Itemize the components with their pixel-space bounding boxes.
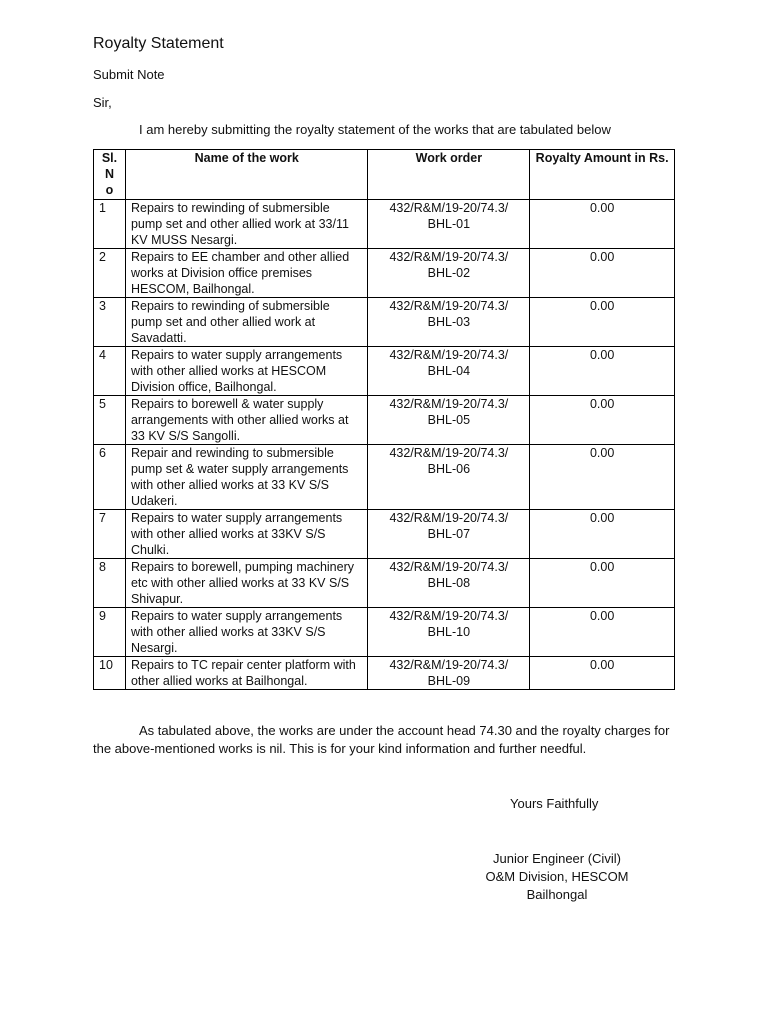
header-sl-no: Sl. N o [94,150,126,200]
closing-paragraph [93,722,683,758]
salutation: Sir, [93,95,112,110]
cell-work-name: Repairs to borewell, pumping machinery etc with other allied works at 33 KV S/S Shivapur. [125,559,368,608]
intro-paragraph: I am hereby submitting the royalty statement of the works that are tabulated below [139,122,611,137]
cell-work-order: 432/R&M/19-20/74.3/ BHL-10 [368,608,530,657]
cell-work-order: 432/R&M/19-20/74.3/ BHL-09 [368,657,530,690]
table-row [94,657,675,690]
cell-sl: 8 [94,559,126,608]
closing-text: As tabulated above, the works are under the account head 74.30 and the royalty charges for the above-mentioned works is nil. This is for your kind information and further needful. [93,723,670,756]
yours-faithfully: Yours Faithfully [510,796,599,811]
table-row [94,445,675,510]
header-royalty-amount: Royalty Amount in Rs. [530,150,675,200]
cell-work-order: 432/R&M/19-20/74.3/ BHL-06 [368,445,530,510]
cell-amount: 0.00 [530,559,675,608]
cell-work-name: Repairs to borewell & water supply arrangements with other allied works at 33 KV S/S Sangolli. [125,396,368,445]
table-row [94,608,675,657]
table-header-row [94,150,675,200]
cell-amount: 0.00 [530,510,675,559]
cell-work-name: Repairs to water supply arrangements with other allied works at 33KV S/S Chulki. [125,510,368,559]
cell-sl: 3 [94,298,126,347]
cell-amount: 0.00 [530,657,675,690]
table-row [94,200,675,249]
cell-sl: 6 [94,445,126,510]
signatory-office: O&M Division, HESCOM [485,869,629,884]
table-row [94,347,675,396]
cell-work-name: Repairs to rewinding of submersible pump set and other allied work at Savadatti. [125,298,368,347]
table-row [94,396,675,445]
cell-work-order: 432/R&M/19-20/74.3/ BHL-04 [368,347,530,396]
table-row [94,249,675,298]
cell-work-order: 432/R&M/19-20/74.3/ BHL-07 [368,510,530,559]
cell-amount: 0.00 [530,396,675,445]
cell-sl: 7 [94,510,126,559]
cell-amount: 0.00 [530,249,675,298]
cell-amount: 0.00 [530,298,675,347]
submit-note: Submit Note [93,67,165,82]
cell-sl: 1 [94,200,126,249]
cell-amount: 0.00 [530,608,675,657]
cell-work-name: Repairs to EE chamber and other allied works at Division office premises HESCOM, Bailhongal. [125,249,368,298]
cell-work-order: 432/R&M/19-20/74.3/ BHL-03 [368,298,530,347]
cell-amount: 0.00 [530,347,675,396]
signature-block [480,850,634,904]
cell-sl: 10 [94,657,126,690]
cell-amount: 0.00 [530,200,675,249]
cell-work-name: Repairs to rewinding of submersible pump set and other allied work at 33/11 KV MUSS Nesargi. [125,200,368,249]
header-name-of-work: Name of the work [125,150,368,200]
header-work-order: Work order [368,150,530,200]
cell-work-order: 432/R&M/19-20/74.3/ BHL-02 [368,249,530,298]
cell-work-order: 432/R&M/19-20/74.3/ BHL-08 [368,559,530,608]
cell-work-order: 432/R&M/19-20/74.3/ BHL-05 [368,396,530,445]
cell-work-name: Repairs to water supply arrangements with other allied works at 33KV S/S Nesargi. [125,608,368,657]
document-title: Royalty Statement [93,35,224,52]
cell-amount: 0.00 [530,445,675,510]
cell-work-order: 432/R&M/19-20/74.3/ BHL-01 [368,200,530,249]
cell-sl: 9 [94,608,126,657]
cell-work-name: Repairs to water supply arrangements with other allied works at HESCOM Division office, Bailhongal. [125,347,368,396]
cell-work-name: Repair and rewinding to submersible pump set & water supply arrangements with other allied works at 33 KV S/S Udakeri. [125,445,368,510]
cell-sl: 4 [94,347,126,396]
cell-sl: 2 [94,249,126,298]
signatory-location: Bailhongal [526,887,588,902]
table-row [94,510,675,559]
signatory-designation: Junior Engineer (Civil) [493,851,621,866]
table-row [94,559,675,608]
royalty-table [93,149,675,690]
table-row [94,298,675,347]
cell-work-name: Repairs to TC repair center platform with other allied works at Bailhongal. [125,657,368,690]
cell-sl: 5 [94,396,126,445]
